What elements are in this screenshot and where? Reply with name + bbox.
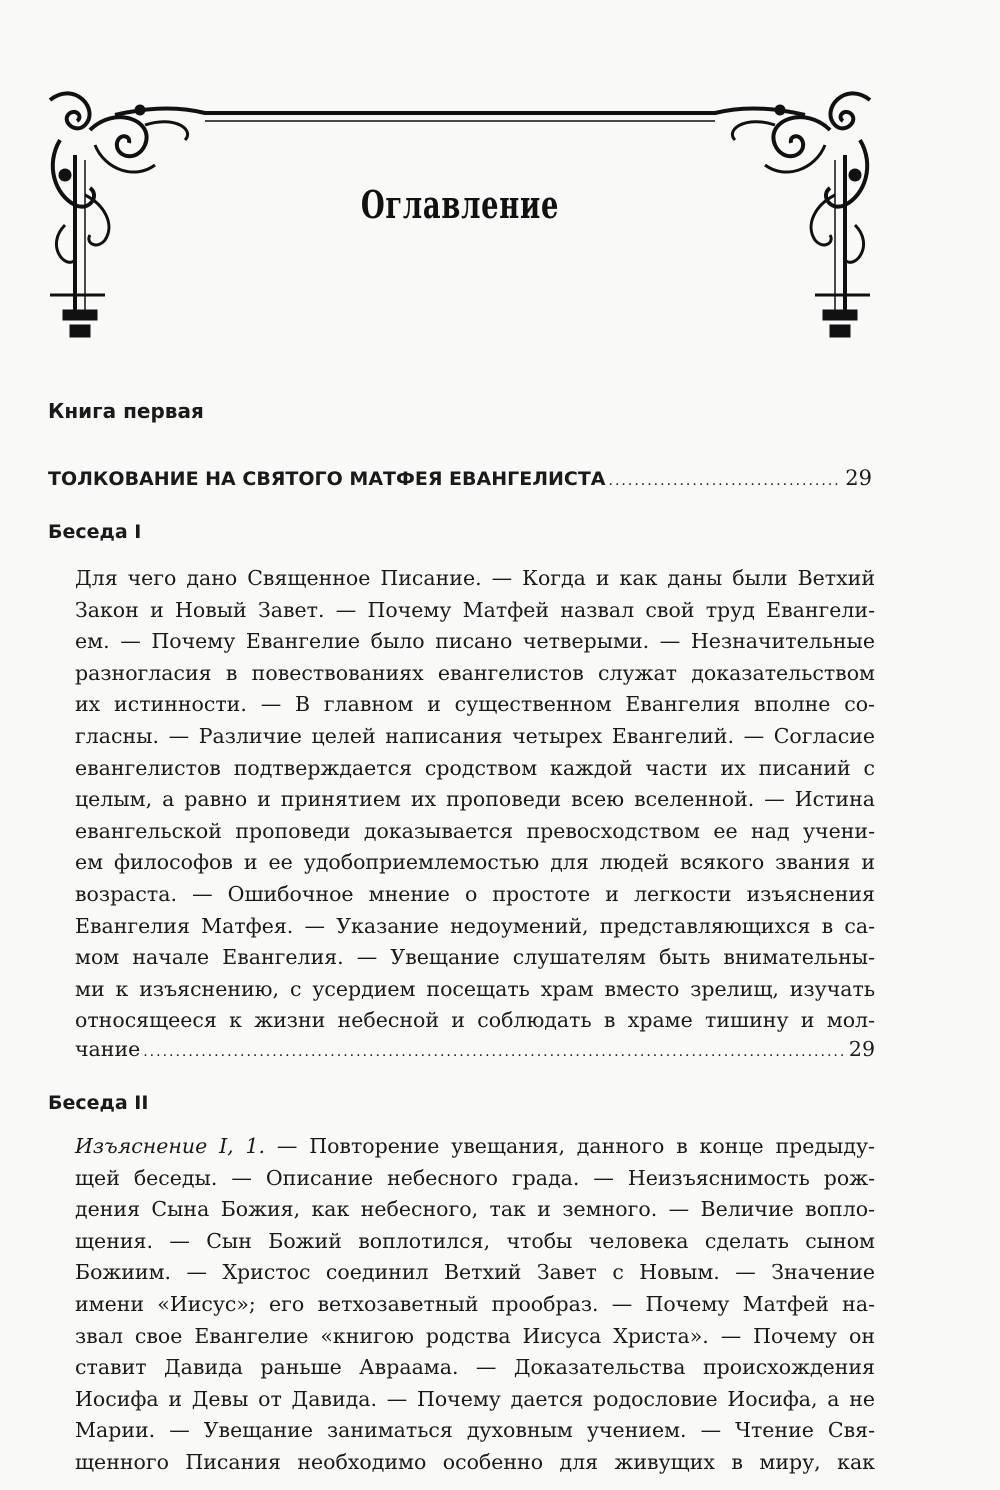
summary-line: Марии. — Увещание заниматься духовным учением. — Чтение Свя- (75, 1418, 875, 1443)
summary-line: Божиим. — Христос соединил Ветхий Завет с Новым. — Значение (75, 1260, 875, 1285)
toc-page-number: 29 (848, 1037, 875, 1061)
toc-main-entry[interactable] (48, 466, 872, 490)
summary-line: разногласия в повествованиях евангелистов служат доказательством (75, 660, 875, 685)
summary-last-line: чание (75, 1037, 141, 1061)
summary-line: целым, а равно и принятием их проповеди всею вселенной. — Истина (75, 787, 875, 812)
summary-line: мом начале Евангелия. — Увещание слушателям быть внимательны- (75, 945, 875, 970)
summary-line: щенного Писания необходимо особенно для живущих в миру, как (75, 1449, 875, 1474)
section-summary (75, 563, 875, 1037)
summary-text: — Повторение увещания, данного в конце предыду- (265, 1134, 875, 1158)
section-summary (75, 1131, 875, 1479)
summary-line (75, 1131, 875, 1163)
summary-line: ставит Давида раньше Авраама. — Доказательства происхождения (75, 1355, 875, 1380)
summary-line: ем. — Почему Евангелие было писано четверыми. — Незначительные (75, 629, 875, 654)
section-entry-end[interactable] (75, 1037, 875, 1061)
summary-line: Евангелия Матфея. — Указание недоумений, представляющихся в са- (75, 913, 875, 938)
summary-line: их истинности. — В главном и существенном Евангелия вполне со- (75, 692, 875, 717)
section-heading: Беседа I (48, 521, 142, 543)
summary-line: ми к изъяснению, с усердием посещать храм вместо зрелищ, изучать (75, 976, 875, 1001)
summary-line: имени «Иисус»; его ветхозаветный прообраз. — Почему Матфей на- (75, 1291, 875, 1316)
summary-line: щения. — Сын Божий воплотился, чтобы человека сделать сыном (75, 1228, 875, 1253)
dot-leader (609, 473, 843, 489)
summary-line: ем философов и ее удобоприемлемостью для людей всякого звания и (75, 850, 875, 875)
dot-leader (143, 1044, 846, 1060)
toc-entry-label: ТОЛКОВАНИЕ НА СВЯТОГО МАТФЕЯ ЕВАНГЕЛИСТА (48, 468, 606, 490)
summary-line: относящееся к жизни небесной и соблюдать в храме тишину и мол- (75, 1008, 875, 1033)
summary-line: гласны. — Различие целей написания четырех Евангелий. — Согласие (75, 723, 875, 748)
toc-page-number: 29 (845, 466, 872, 490)
summary-line: евангельской проповеди доказывается превосходством ее над учени- (75, 818, 875, 843)
page-title: Оглавление (360, 182, 560, 227)
summary-line: дения Сына Божия, как небесного, так и земного. — Величие вопло- (75, 1197, 875, 1222)
section-heading: Беседа II (48, 1092, 149, 1114)
summary-line: евангелистов подтверждается сродством каждой части их писаний с (75, 755, 875, 780)
summary-line: звал свое Евангелие «книгою родства Иисуса Христа». — Почему он (75, 1323, 875, 1348)
summary-line: возраста. — Ошибочное мнение о простоте и легкости изъяснения (75, 881, 875, 906)
summary-line: Закон и Новый Завет. — Почему Матфей назвал свой труд Евангели- (75, 597, 875, 622)
summary-line: щей беседы. — Описание небесного града. — Неизъяснимость рож- (75, 1165, 875, 1190)
summary-line: Для чего дано Священное Писание. — Когда и как даны были Ветхий (75, 566, 875, 590)
summary-reference: Изъяснение I, 1. (75, 1134, 266, 1158)
book-label: Книга первая (48, 399, 204, 423)
summary-line: Иосифа и Девы от Давида. — Почему дается родословие Иосифа, а не (75, 1386, 875, 1411)
